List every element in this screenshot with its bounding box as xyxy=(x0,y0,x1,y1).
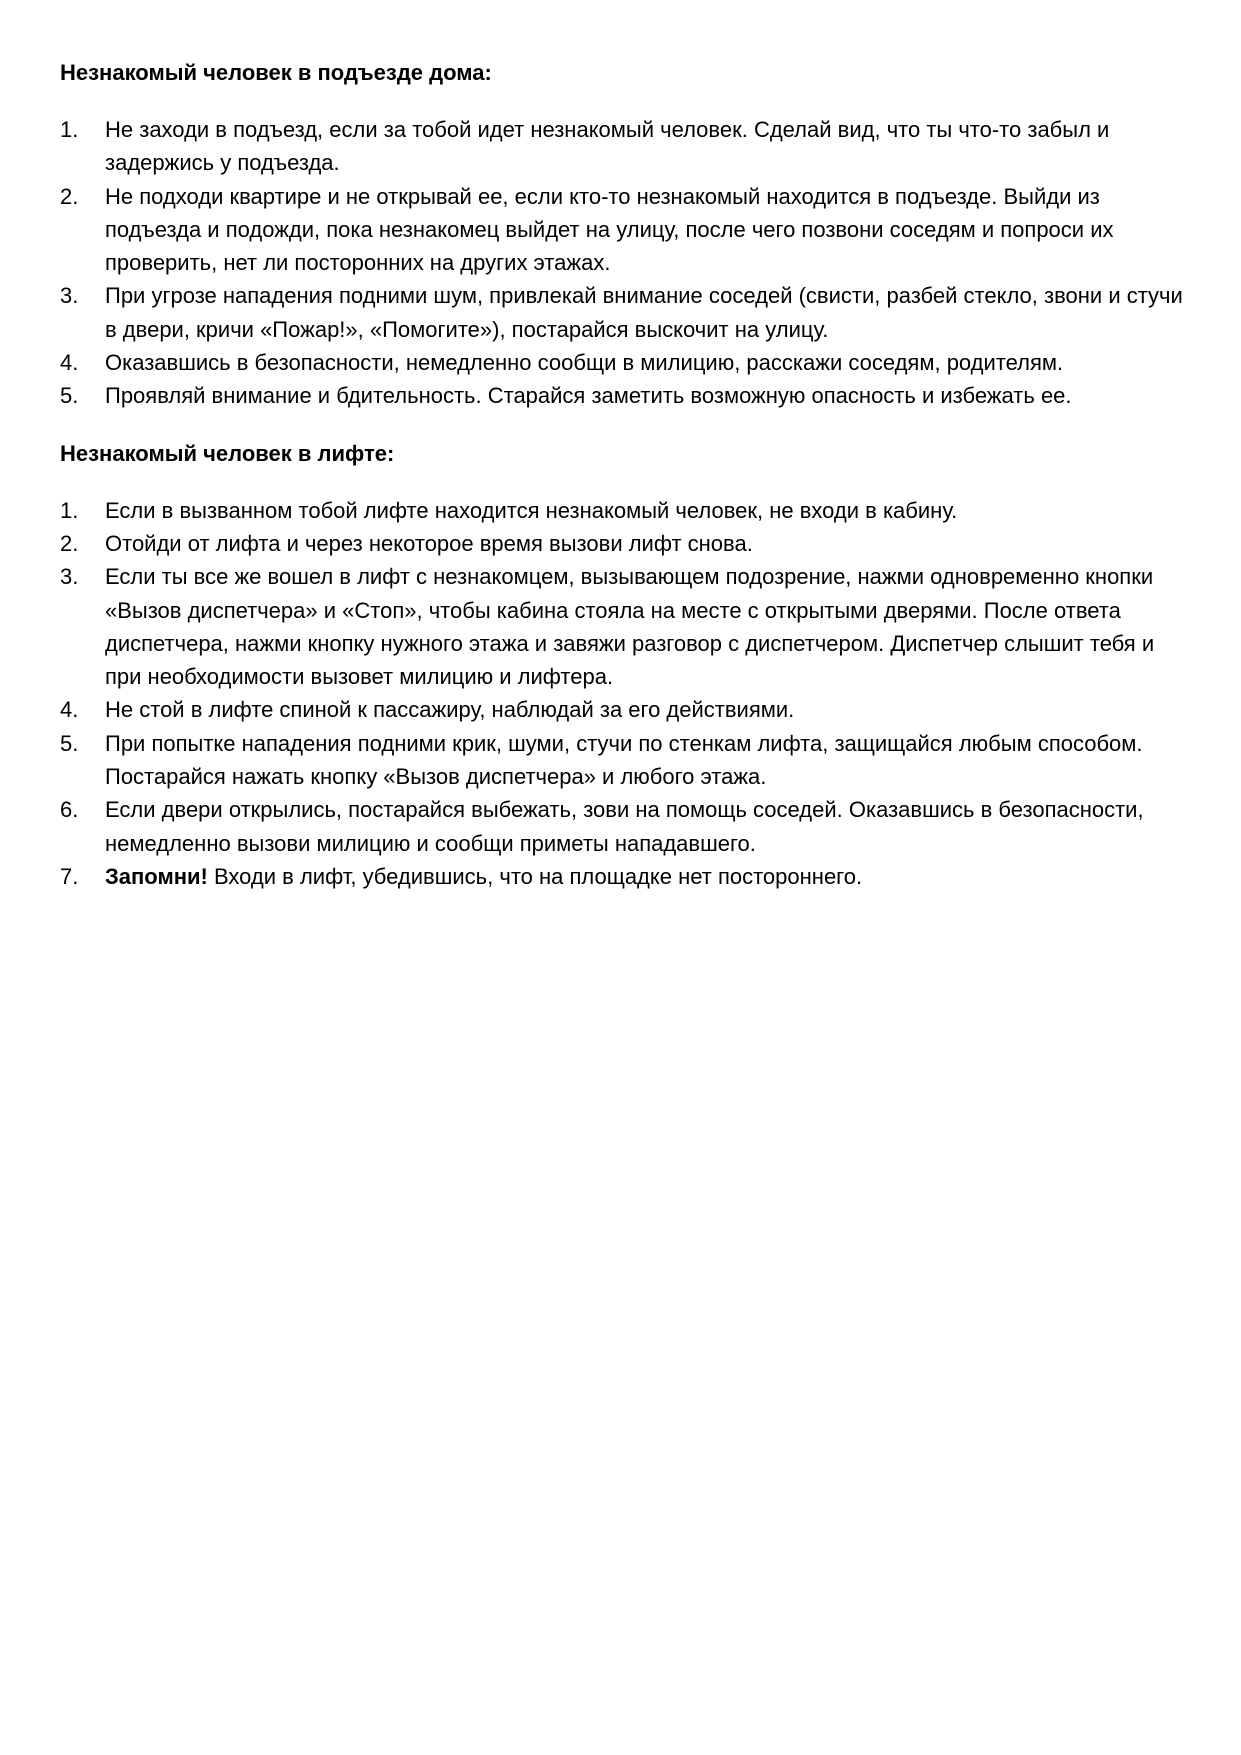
list-item-number: 1. xyxy=(60,117,79,142)
list-item-text xyxy=(105,860,1190,893)
list-item-number: 4. xyxy=(60,697,79,723)
list-item-text: Не стой в лифте спиной к пассажиру, наблюдай за его действиями. xyxy=(105,697,795,723)
list-item xyxy=(60,346,1190,379)
remember-emphasis: Запомни! xyxy=(105,863,208,889)
list-item xyxy=(60,180,1190,280)
list-item-text: Оказавшись в безопасности, немедленно сообщи в милицию, расскажи соседям, родителям. xyxy=(105,350,1064,376)
list-item xyxy=(60,693,1190,726)
list-item xyxy=(60,379,1190,412)
list-item-number: 4. xyxy=(60,350,79,376)
list-item-number: 2. xyxy=(60,183,79,209)
list-item-number: 5. xyxy=(60,383,79,409)
list-item-text-rest: Входи в лифт, убедившись, что на площадке нет постороннего. xyxy=(207,863,863,889)
section-heading: Незнакомый человек в лифте: xyxy=(60,440,395,466)
list-item-number: 5. xyxy=(60,730,79,756)
list-item-text: Если в вызванном тобой лифте находится незнакомый человек, не входи в кабину. xyxy=(105,497,958,523)
list-item-text: Если ты все же вошел в лифт с незнакомцем, вызывающем подозрение, нажми одновременно кнопки «Вызов диспетчера» и «Стоп», чтобы кабина стояла на месте с открытыми дверями. После ответа диспетчера, нажми кнопку нужного этажа и завяжи разговор с диспетчером. Диспетчер слышит тебя и при необходимости вызовет милицию и лифтера. xyxy=(105,564,1155,690)
numbered-list xyxy=(60,113,1190,413)
list-item-text: Не заходи в подъезд, если за тобой идет незнакомый человек. Сделай вид, что ты что-то забыл и задержись у подъезда. xyxy=(105,117,1110,176)
list-item-text: Не подходи квартире и не открывай ее, если кто-то незнакомый находится в подъезде. Выйди из подъезда и подожди, пока незнакомец выйдет на улицу, после чего позвони соседям и попроси их проверить, нет ли посторонних на других этажах. xyxy=(105,183,1114,276)
list-item xyxy=(60,279,1190,346)
list-item-text: При угрозе нападения подними шум, привлекай внимание соседей (свисти, разбей стекло, звони и стучи в двери, кричи «Пожар!», «Помогите»), постарайся выскочит на улицу. xyxy=(105,283,1183,342)
document-page xyxy=(60,56,1190,893)
list-item-number: 7. xyxy=(60,863,79,889)
section-elevator xyxy=(60,437,1190,894)
list-item xyxy=(60,560,1190,693)
section-entrance xyxy=(60,56,1190,413)
list-item-number: 6. xyxy=(60,797,79,823)
list-item xyxy=(60,527,1190,560)
list-item xyxy=(60,793,1190,860)
list-item-number: 3. xyxy=(60,283,79,309)
list-item-text: При попытке нападения подними крик, шуми, стучи по стенкам лифта, защищайся любым способом. Постарайся нажать кнопку «Вызов диспетчера» и любого этажа. xyxy=(105,730,1143,790)
list-item-number: 3. xyxy=(60,564,79,590)
list-item-text: Проявляй внимание и бдительность. Старайся заметить возможную опасность и избежать ее. xyxy=(105,383,1072,409)
list-item-text: Отойди от лифта и через некоторое время вызови лифт снова. xyxy=(105,530,753,556)
list-item xyxy=(60,727,1190,794)
list-item xyxy=(60,860,1190,893)
section-spacer xyxy=(60,413,1190,437)
list-item-number: 2. xyxy=(60,530,79,556)
list-item-number: 1. xyxy=(60,497,79,523)
list-item xyxy=(60,113,1190,180)
list-item-text: Если двери открылись, постарайся выбежать, зови на помощь соседей. Оказавшись в безопасности, немедленно вызови милицию и сообщи приметы нападавшего. xyxy=(105,797,1144,856)
list-item xyxy=(60,494,1190,527)
numbered-list xyxy=(60,494,1190,894)
section-heading: Незнакомый человек в подъезде дома: xyxy=(60,60,492,85)
